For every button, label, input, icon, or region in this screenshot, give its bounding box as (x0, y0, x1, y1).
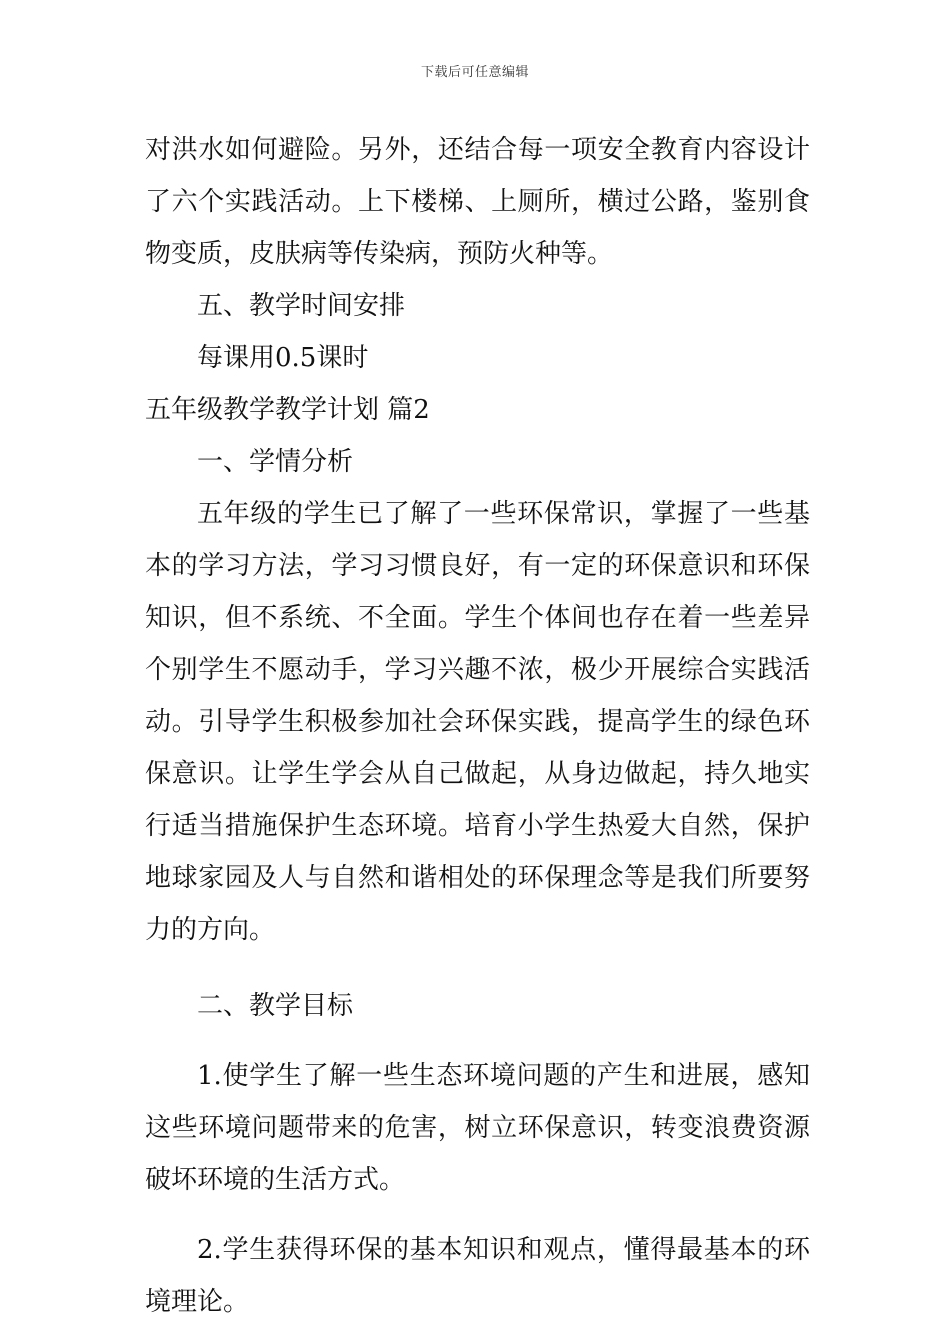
heading-teaching-goals: 二、教学目标 (197, 991, 354, 1021)
document-body (145, 124, 810, 1328)
paragraph-safety-activities: 对洪水如何避险。另外，还结合每一项安全教育内容设计了六个实践活动。上下楼梯、上厕所，横过公路，鉴别食物变质，皮肤病等传染病，预防火种等。 (145, 135, 810, 269)
paragraph-class-hours: 每课用0.5课时 (197, 343, 369, 373)
page-header-note: 下载后可任意编辑 (420, 65, 529, 80)
paragraph-goal-1: 1.使学生了解一些生态环境问题的产生和进展，感知这些环境问题带来的危害，树立环保意识，转变浪费资源破坏环境的生活方式。 (145, 1061, 810, 1195)
section-title-plan-2: 五年级教学教学计划 篇2 (145, 395, 430, 425)
paragraph-goal-2: 2.学生获得环保的基本知识和观点，懂得最基本的环境理论。 (145, 1235, 810, 1317)
heading-student-analysis: 一、学情分析 (197, 447, 354, 477)
heading-teaching-schedule: 五、教学时间安排 (197, 291, 406, 321)
paragraph-student-analysis: 五年级的学生已了解了一些环保常识，掌握了一些基本的学习方法，学习习惯良好，有一定的环保意识和环保知识，但不系统、不全面。学生个体间也存在着一些差异个别学生不愿动手，学习兴趣不浓，极少开展综合实践活动。引导学生积极参加社会环保实践，提高学生的绿色环保意识。让学生学会从自己做起，从身边做起，持久地实行适当措施保护生态环境。培育小学生热爱大自然，保护地球家园及人与自然和谐相处的环保理念等是我们所要努力的方向。 (145, 499, 810, 945)
